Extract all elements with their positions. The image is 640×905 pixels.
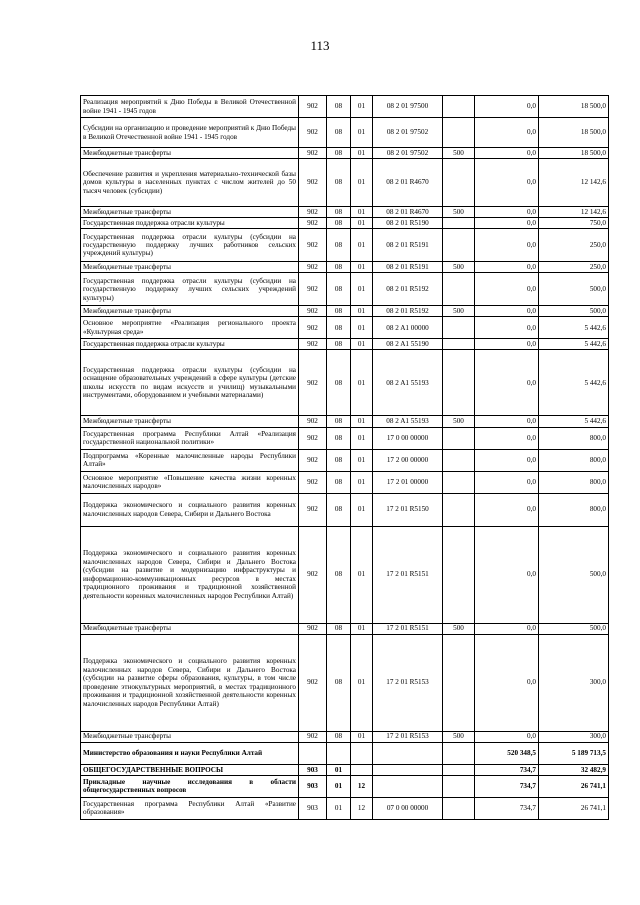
table-row (81, 427, 609, 449)
expense-kind (443, 471, 475, 493)
expense-kind (443, 742, 475, 764)
admin-code: 902 (299, 471, 327, 493)
amount-2: 800,0 (539, 493, 609, 526)
expense-kind (443, 797, 475, 819)
subsection-code: 01 (351, 634, 373, 731)
table-row (81, 449, 609, 471)
amount-2: 12 142,6 (539, 207, 609, 218)
target-article: 17 2 01 00000 (373, 471, 443, 493)
expense-kind (443, 339, 475, 350)
section-code: 01 (327, 775, 351, 797)
target-article: 08 2 A1 55193 (373, 416, 443, 427)
admin-code (299, 742, 327, 764)
amount-1: 734,7 (475, 797, 539, 819)
section-code: 08 (327, 634, 351, 731)
amount-1: 0,0 (475, 339, 539, 350)
admin-code: 902 (299, 96, 327, 118)
target-article: 17 2 01 R5151 (373, 526, 443, 623)
amount-1: 0,0 (475, 273, 539, 306)
amount-2: 800,0 (539, 427, 609, 449)
row-name: Реализация мероприятий к Дню Победы в Великой Отечественной войне 1941 - 1945 годов (81, 96, 299, 118)
section-code: 08 (327, 526, 351, 623)
admin-code: 903 (299, 775, 327, 797)
amount-1: 0,0 (475, 623, 539, 634)
section-code: 08 (327, 317, 351, 339)
section-code: 08 (327, 273, 351, 306)
admin-code: 902 (299, 493, 327, 526)
section-code: 08 (327, 427, 351, 449)
subsection-code: 01 (351, 96, 373, 118)
row-name: Государственная поддержка отрасли культуры (субсидии на государственную поддержку лучших сельских учреждений культуры) (81, 273, 299, 306)
subsection-code: 01 (351, 526, 373, 623)
amount-1: 0,0 (475, 262, 539, 273)
amount-1: 0,0 (475, 96, 539, 118)
admin-code: 902 (299, 526, 327, 623)
section-code: 08 (327, 416, 351, 427)
section-code: 08 (327, 118, 351, 148)
subsection-code: 01 (351, 207, 373, 218)
subsection-code: 01 (351, 229, 373, 262)
section-code: 08 (327, 229, 351, 262)
section-code: 01 (327, 764, 351, 775)
row-name: Государственная поддержка отрасли культуры (субсидии на государственную поддержку лучших работников сельских учреждений культуры) (81, 229, 299, 262)
budget-table (80, 95, 609, 820)
target-article: 08 2 01 R5190 (373, 218, 443, 229)
expense-kind (443, 350, 475, 416)
target-article: 08 2 A1 55190 (373, 339, 443, 350)
target-article: 08 2 01 97500 (373, 96, 443, 118)
subsection-code: 01 (351, 218, 373, 229)
amount-1: 0,0 (475, 218, 539, 229)
amount-1: 0,0 (475, 731, 539, 742)
row-name: Государственная программа Республики Алтай «Развитие образования» (81, 797, 299, 819)
admin-code: 902 (299, 218, 327, 229)
target-article: 08 2 A1 55193 (373, 350, 443, 416)
amount-1: 0,0 (475, 427, 539, 449)
amount-2: 800,0 (539, 471, 609, 493)
amount-1: 0,0 (475, 306, 539, 317)
target-article: 17 2 01 R5151 (373, 623, 443, 634)
admin-code: 902 (299, 449, 327, 471)
admin-code: 902 (299, 262, 327, 273)
amount-1: 0,0 (475, 118, 539, 148)
row-name: Подпрограмма «Коренные малочисленные народы Республики Алтай» (81, 449, 299, 471)
amount-2: 250,0 (539, 262, 609, 273)
expense-kind (443, 96, 475, 118)
amount-2: 12 142,6 (539, 159, 609, 207)
subsection-code: 01 (351, 339, 373, 350)
subsection-code: 01 (351, 118, 373, 148)
admin-code: 902 (299, 148, 327, 159)
row-name: Межбюджетные трансферты (81, 416, 299, 427)
subsection-code: 01 (351, 449, 373, 471)
admin-code: 902 (299, 207, 327, 218)
amount-1: 0,0 (475, 634, 539, 731)
amount-1: 0,0 (475, 493, 539, 526)
table-row (81, 159, 609, 207)
row-name: Государственная поддержка отрасли культуры (81, 339, 299, 350)
target-article: 08 2 01 R4670 (373, 207, 443, 218)
table-row (81, 731, 609, 742)
amount-2: 500,0 (539, 273, 609, 306)
amount-2: 26 741,1 (539, 775, 609, 797)
row-name: Государственная программа Республики Алтай «Реализация государственной национальной политики» (81, 427, 299, 449)
table-row (81, 96, 609, 118)
admin-code: 903 (299, 764, 327, 775)
target-article: 17 2 01 R5153 (373, 634, 443, 731)
section-code: 08 (327, 350, 351, 416)
row-name: Межбюджетные трансферты (81, 306, 299, 317)
expense-kind: 500 (443, 623, 475, 634)
expense-kind (443, 317, 475, 339)
subsection-code: 01 (351, 427, 373, 449)
section-code (327, 742, 351, 764)
row-name: Государственная поддержка отрасли культуры (81, 218, 299, 229)
section-code: 08 (327, 218, 351, 229)
table-row (81, 218, 609, 229)
admin-code: 902 (299, 339, 327, 350)
table-row (81, 306, 609, 317)
section-code: 08 (327, 731, 351, 742)
expense-kind (443, 218, 475, 229)
subsection-code: 01 (351, 731, 373, 742)
subsection-code: 12 (351, 797, 373, 819)
table-row (81, 797, 609, 819)
row-name: Поддержка экономического и социального развития коренных малочисленных народов Севера, Сибири и Дальнего Востока (субсидии на развитие сферы образования, культуры, в том числе проведение этнокультурных мероприятий, в местах традиционного проживания и традиционной хозяйственной деятельности коренных малочисленных народов Республики Алтай) (81, 634, 299, 731)
row-name: Основное мероприятие «Повышение качества жизни коренных малочисленных народов» (81, 471, 299, 493)
amount-1: 0,0 (475, 229, 539, 262)
section-code: 08 (327, 623, 351, 634)
target-article: 17 2 00 00000 (373, 449, 443, 471)
expense-kind: 500 (443, 306, 475, 317)
expense-kind (443, 775, 475, 797)
amount-2: 5 442,6 (539, 317, 609, 339)
table-row (81, 317, 609, 339)
amount-2: 500,0 (539, 306, 609, 317)
admin-code: 902 (299, 229, 327, 262)
amount-2: 500,0 (539, 526, 609, 623)
target-article: 08 2 01 R5192 (373, 273, 443, 306)
subsection-code: 01 (351, 493, 373, 526)
amount-2: 500,0 (539, 623, 609, 634)
expense-kind (443, 159, 475, 207)
row-name: Субсидии на организацию и проведение мероприятий к Дню Победы в Великой Отечественной войне 1941 - 1945 годов (81, 118, 299, 148)
admin-code: 903 (299, 797, 327, 819)
target-article: 08 2 A1 00000 (373, 317, 443, 339)
expense-kind (443, 526, 475, 623)
amount-2: 5 442,6 (539, 416, 609, 427)
amount-1: 0,0 (475, 148, 539, 159)
table-row (81, 764, 609, 775)
table-row (81, 623, 609, 634)
expense-kind (443, 764, 475, 775)
amount-2: 18 500,0 (539, 148, 609, 159)
admin-code: 902 (299, 273, 327, 306)
target-article: 08 2 01 R5191 (373, 262, 443, 273)
table-row (81, 207, 609, 218)
admin-code: 902 (299, 350, 327, 416)
expense-kind (443, 427, 475, 449)
row-name: Поддержка экономического и социального развития коренных малочисленных народов Севера, Сибири и Дальнего Востока (субсидии на развитие и модернизацию инфраструктуры и информационно-коммуникационных ресурсов в местах традиционного проживания и традиционной хозяйственной деятельности коренных малочисленных народов Республики Алтай) (81, 526, 299, 623)
amount-1: 520 348,5 (475, 742, 539, 764)
target-article (373, 775, 443, 797)
expense-kind: 500 (443, 416, 475, 427)
amount-2: 5 442,6 (539, 350, 609, 416)
table-row (81, 148, 609, 159)
table-row (81, 118, 609, 148)
section-code: 08 (327, 262, 351, 273)
amount-1: 0,0 (475, 471, 539, 493)
table-row (81, 775, 609, 797)
section-code: 08 (327, 148, 351, 159)
subsection-code: 01 (351, 159, 373, 207)
expense-kind (443, 634, 475, 731)
table-row (81, 229, 609, 262)
table-row (81, 493, 609, 526)
row-name: ОБЩЕГОСУДАРСТВЕННЫЕ ВОПРОСЫ (81, 764, 299, 775)
amount-2: 300,0 (539, 634, 609, 731)
subsection-code (351, 764, 373, 775)
amount-1: 734,7 (475, 775, 539, 797)
row-name: Государственная поддержка отрасли культуры (субсидии на оснащение образовательных учреждений в сфере культуры (детские школы искусств по видам искусств и училищ) музыкальными инструментами, оборудованием и учебными материалами) (81, 350, 299, 416)
subsection-code: 01 (351, 471, 373, 493)
expense-kind (443, 229, 475, 262)
amount-2: 18 500,0 (539, 118, 609, 148)
target-article: 08 2 01 R4670 (373, 159, 443, 207)
expense-kind: 500 (443, 262, 475, 273)
row-name: Обеспечение развития и укрепления материально-технической базы домов культуры в населенных пунктах с числом жителей до 50 тысяч человек (субсидии) (81, 159, 299, 207)
expense-kind: 500 (443, 731, 475, 742)
subsection-code: 01 (351, 623, 373, 634)
row-name: Межбюджетные трансферты (81, 207, 299, 218)
subsection-code (351, 742, 373, 764)
amount-2: 800,0 (539, 449, 609, 471)
amount-2: 5 442,6 (539, 339, 609, 350)
target-article (373, 742, 443, 764)
amount-2: 300,0 (539, 731, 609, 742)
table-row (81, 526, 609, 623)
admin-code: 902 (299, 118, 327, 148)
section-code: 08 (327, 449, 351, 471)
amount-2: 250,0 (539, 229, 609, 262)
target-article: 08 2 01 97502 (373, 148, 443, 159)
amount-1: 0,0 (475, 526, 539, 623)
admin-code: 902 (299, 623, 327, 634)
table-row (81, 634, 609, 731)
subsection-code: 01 (351, 317, 373, 339)
table-row (81, 339, 609, 350)
target-article: 07 0 00 00000 (373, 797, 443, 819)
amount-1: 0,0 (475, 350, 539, 416)
amount-1: 0,0 (475, 416, 539, 427)
target-article: 17 2 01 R5153 (373, 731, 443, 742)
table-row (81, 350, 609, 416)
admin-code: 902 (299, 634, 327, 731)
expense-kind: 500 (443, 148, 475, 159)
subsection-code: 01 (351, 416, 373, 427)
row-name: Межбюджетные трансферты (81, 623, 299, 634)
section-code: 01 (327, 797, 351, 819)
row-name: Поддержка экономического и социального развития коренных малочисленных народов Севера, Сибири и Дальнего Востока (81, 493, 299, 526)
expense-kind (443, 449, 475, 471)
target-article: 08 2 01 97502 (373, 118, 443, 148)
row-name: Межбюджетные трансферты (81, 148, 299, 159)
subsection-code: 01 (351, 148, 373, 159)
expense-kind (443, 493, 475, 526)
subsection-code: 01 (351, 262, 373, 273)
admin-code: 902 (299, 306, 327, 317)
subsection-code: 01 (351, 350, 373, 416)
amount-1: 0,0 (475, 317, 539, 339)
target-article: 17 0 00 00000 (373, 427, 443, 449)
row-name: Министерство образования и науки Республики Алтай (81, 742, 299, 764)
expense-kind (443, 273, 475, 306)
target-article (373, 764, 443, 775)
admin-code: 902 (299, 427, 327, 449)
amount-1: 734,7 (475, 764, 539, 775)
subsection-code: 01 (351, 273, 373, 306)
admin-code: 902 (299, 416, 327, 427)
subsection-code: 01 (351, 306, 373, 317)
amount-2: 750,0 (539, 218, 609, 229)
row-name: Межбюджетные трансферты (81, 731, 299, 742)
section-code: 08 (327, 96, 351, 118)
row-name: Основное мероприятие «Реализация регионального проекта «Культурная среда» (81, 317, 299, 339)
table-row (81, 471, 609, 493)
section-code: 08 (327, 207, 351, 218)
section-code: 08 (327, 159, 351, 207)
target-article: 08 2 01 R5191 (373, 229, 443, 262)
admin-code: 902 (299, 317, 327, 339)
expense-kind (443, 118, 475, 148)
section-code: 08 (327, 339, 351, 350)
target-article: 08 2 01 R5192 (373, 306, 443, 317)
expense-kind: 500 (443, 207, 475, 218)
section-code: 08 (327, 493, 351, 526)
admin-code: 902 (299, 731, 327, 742)
table-row (81, 742, 609, 764)
target-article: 17 2 01 R5150 (373, 493, 443, 526)
row-name: Межбюджетные трансферты (81, 262, 299, 273)
table-row (81, 273, 609, 306)
amount-1: 0,0 (475, 207, 539, 218)
section-code: 08 (327, 306, 351, 317)
section-code: 08 (327, 471, 351, 493)
row-name: Прикладные научные исследования в области общегосударственных вопросов (81, 775, 299, 797)
amount-2: 5 189 713,5 (539, 742, 609, 764)
amount-2: 32 482,9 (539, 764, 609, 775)
table-row (81, 416, 609, 427)
amount-1: 0,0 (475, 449, 539, 471)
admin-code: 902 (299, 159, 327, 207)
page-number: 113 (310, 38, 330, 53)
table-row (81, 262, 609, 273)
amount-2: 26 741,1 (539, 797, 609, 819)
amount-2: 18 500,0 (539, 96, 609, 118)
subsection-code: 12 (351, 775, 373, 797)
amount-1: 0,0 (475, 159, 539, 207)
